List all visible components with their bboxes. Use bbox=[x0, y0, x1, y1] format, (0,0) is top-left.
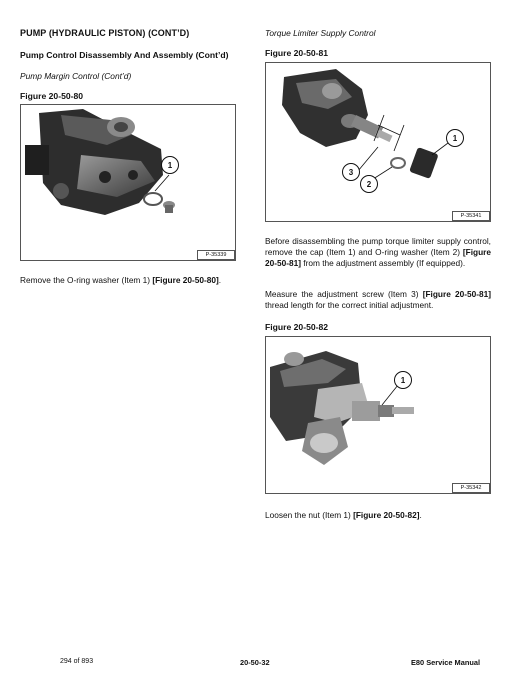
photo-number: P-35342 bbox=[452, 483, 490, 493]
callout-2: 2 bbox=[360, 175, 378, 193]
callout-1: 1 bbox=[446, 129, 464, 147]
instruction-text: Remove the O-ring washer (Item 1) [Figure 20-50-80]. bbox=[20, 275, 222, 285]
pump-control-photo bbox=[21, 105, 235, 260]
nut-adjustment-photo bbox=[266, 337, 490, 493]
figure-20-50-81 bbox=[265, 62, 491, 222]
figure-reference: [Figure 20-50-81] bbox=[422, 289, 492, 299]
figure-reference: [Figure 20-50-82] bbox=[353, 510, 420, 520]
photo-number: P-35341 bbox=[452, 211, 490, 221]
subsection-title: Pump Control Disassembly And Assembly (Cont’d) bbox=[20, 50, 229, 60]
figure-label: Figure 20-50-80 bbox=[20, 91, 84, 101]
figure-reference: [Figure 20-50-80] bbox=[152, 275, 219, 285]
figure-reference: [Figure 20-50-81] bbox=[265, 247, 491, 268]
page-code: 20-50-32 bbox=[240, 658, 270, 667]
callout-1: 1 bbox=[394, 371, 412, 389]
right-topic-heading: Torque Limiter Supply Control bbox=[265, 28, 376, 38]
paragraph-3: Loosen the nut (Item 1) [Figure 20-50-82]. bbox=[265, 510, 422, 520]
paragraph-2: Measure the adjustment screw (Item 3) [Figure 20-50-81] thread length for the correct initial adjustment. bbox=[265, 289, 492, 310]
page-count: 294 of 893 bbox=[60, 658, 94, 665]
callout-3: 3 bbox=[342, 163, 360, 181]
figure-20-50-82 bbox=[265, 336, 491, 494]
figure-82-label: Figure 20-50-82 bbox=[265, 322, 329, 332]
paragraph-1: Before disassembling the pump torque limiter supply control, remove the cap (Item 1) and O-ring washer (Item 2) [Figure 20-50-81] from the adjustment assembly (If equipped). bbox=[265, 236, 491, 268]
callout-1: 1 bbox=[161, 156, 179, 174]
figure-20-50-80 bbox=[20, 104, 236, 261]
manual-title: E80 Service Manual bbox=[411, 658, 481, 667]
section-title: PUMP (HYDRAULIC PISTON) (CONT’D) bbox=[20, 28, 190, 38]
figure-81-label: Figure 20-50-81 bbox=[265, 48, 329, 58]
photo-number: P-35339 bbox=[197, 250, 235, 260]
topic-heading: Pump Margin Control (Cont’d) bbox=[20, 71, 132, 81]
